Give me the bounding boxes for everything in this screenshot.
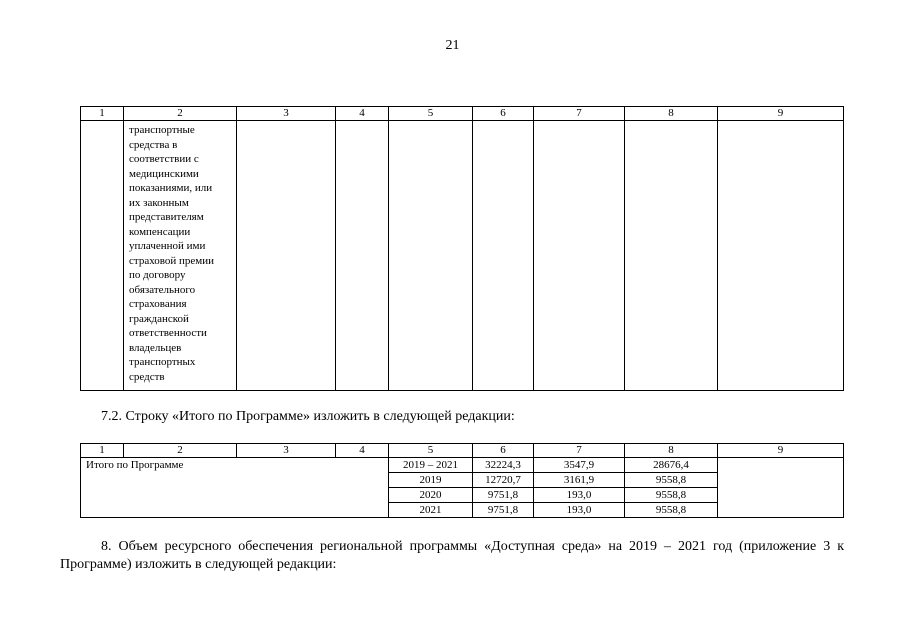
table-header-row <box>81 444 844 458</box>
column-header: 9 <box>718 107 844 121</box>
column-header: 1 <box>81 444 124 458</box>
table-cell <box>625 121 718 391</box>
column-header: 1 <box>81 107 124 121</box>
period-cell: 2020 <box>389 488 473 503</box>
value-cell: 32224,3 <box>473 458 534 473</box>
value-cell: 12720,7 <box>473 473 534 488</box>
column-header: 2 <box>124 444 237 458</box>
program-total-table <box>80 443 844 518</box>
value-cell: 3547,9 <box>534 458 625 473</box>
table-header-row <box>81 107 844 121</box>
resource-paragraph: 8. Объем ресурсного обеспечения региональной программы «Доступная среда» на 2019 – 2021 год (приложение 3 к Программе) изложить в следующей редакции: <box>60 539 844 572</box>
table-cell <box>534 121 625 391</box>
column-header: 5 <box>389 444 473 458</box>
column-header: 8 <box>625 107 718 121</box>
column-header: 6 <box>473 107 534 121</box>
value-cell: 193,0 <box>534 488 625 503</box>
table-cell <box>389 121 473 391</box>
column-header: 7 <box>534 444 625 458</box>
column-header: 2 <box>124 107 237 121</box>
measure-description-cell: транспортные средства в соответствии с медицинскими показаниями, или их законным представителям компенсации уплаченной ими страховой премии по договору обязательного страхования гражданской ответственности владельцев транспортных средств <box>124 121 237 391</box>
column-header: 6 <box>473 444 534 458</box>
page-number: 21 <box>445 38 460 53</box>
program-table-continuation <box>80 106 844 391</box>
period-cell: 2019 <box>389 473 473 488</box>
value-cell: 3161,9 <box>534 473 625 488</box>
column-header: 7 <box>534 107 625 121</box>
instruction-paragraph: 7.2. Строку «Итого по Программе» изложить в следующей редакции: <box>101 409 515 424</box>
period-cell: 2021 <box>389 503 473 518</box>
column-header: 4 <box>336 107 389 121</box>
table-cell <box>81 121 124 391</box>
table-row <box>81 458 844 473</box>
value-cell: 193,0 <box>534 503 625 518</box>
column-header: 3 <box>237 107 336 121</box>
column-header: 8 <box>625 444 718 458</box>
empty-cell <box>718 458 844 518</box>
value-cell: 9558,8 <box>625 473 718 488</box>
value-cell: 9558,8 <box>625 503 718 518</box>
total-label-cell: Итого по Программе <box>81 458 389 518</box>
value-cell: 9558,8 <box>625 488 718 503</box>
table-cell <box>473 121 534 391</box>
table-row <box>81 121 844 391</box>
column-header: 5 <box>389 107 473 121</box>
column-header: 9 <box>718 444 844 458</box>
table-cell <box>237 121 336 391</box>
value-cell: 9751,8 <box>473 503 534 518</box>
table-cell <box>336 121 389 391</box>
value-cell: 9751,8 <box>473 488 534 503</box>
period-cell: 2019 – 2021 <box>389 458 473 473</box>
column-header: 4 <box>336 444 389 458</box>
column-header: 3 <box>237 444 336 458</box>
table-cell <box>718 121 844 391</box>
value-cell: 28676,4 <box>625 458 718 473</box>
